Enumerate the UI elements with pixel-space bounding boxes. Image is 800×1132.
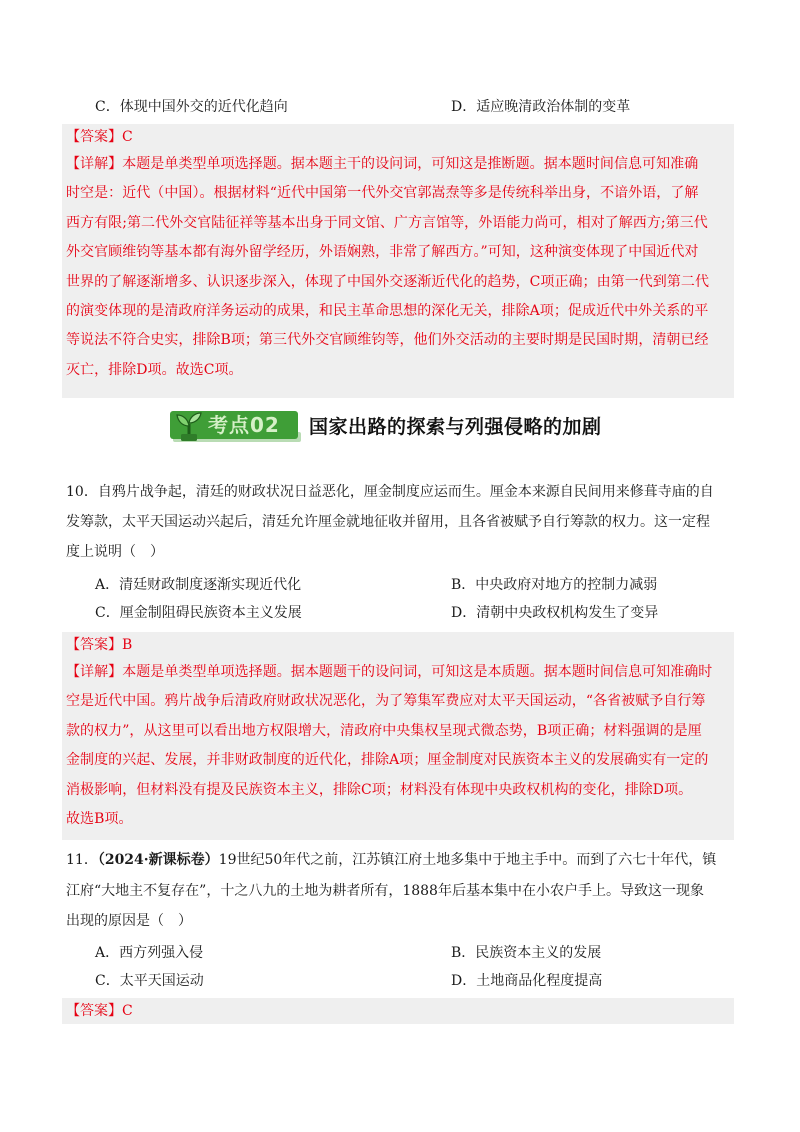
q11-options-row <box>95 968 755 994</box>
q11-option-b: B．民族资本主义的发展 <box>451 945 602 961</box>
q11-stem-line: 出现的原因是（ ） <box>66 913 192 929</box>
q10-detail-line: 消极影响，但材料没有提及民族资本主义，排除C项；材料没有体现中央政权机构的变化，排除D项。 <box>66 781 693 798</box>
q11-number: 11． <box>66 852 98 868</box>
q10-option-d: D．清朝中央政权机构发生了变异 <box>451 605 659 621</box>
q11-options-row <box>95 940 755 966</box>
q10-answer-block <box>62 632 734 840</box>
q9-option-c: C．体现中国外交的近代化趋向 <box>95 99 288 115</box>
q10-option-b: B．中央政府对地方的控制力减弱 <box>451 577 658 593</box>
q9-detail-line: 外交官顾维钧等基本都有海外留学经历，外语娴熟，非常了解西方。”可知，这种演变体现了中国近代对 <box>66 244 699 261</box>
section-title: 国家出路的探索与列强侵略的加剧 <box>309 416 602 438</box>
q10-answer: 【答案】B <box>66 637 133 653</box>
q10-stem-line: 发筹款，太平天国运动兴起后，清廷允许厘金就地征收并留用，且各省被赋予自行筹款的权力。这一定程 <box>66 514 710 530</box>
q9-detail-line: 西方有限;第二代外交官陆征祥等基本出身于同文馆、广方言馆等，外语能力尚可，相对了解西方;第三代 <box>66 214 708 231</box>
q10-detail-line: 故选B项。 <box>66 810 133 827</box>
q10-stem-line: 10．自鸦片战争起，清廷的财政状况日益恶化，厘金制度应运而生。厘金本来源自民间用来修葺寺庙的自 <box>66 484 714 500</box>
q11-stem-first: 19世纪50年代之前，江苏镇江府土地多集中于地主手中。而到了六七十年代，镇 <box>218 852 717 868</box>
q10-detail-line: 款的权力”，从这里可以看出地方权限增大，清政府中央集权呈现式微态势，B项正确；材料强调的是厘 <box>66 722 702 739</box>
q9-detail-line: 世界的了解逐渐增多、认识逐步深入，体现了中国外交逐渐近代化的趋势，C项正确；由第一代到第二代 <box>66 273 710 290</box>
q10-option-c: C．厘金制阻碍民族资本主义发展 <box>95 605 302 621</box>
plant-icon <box>174 410 204 442</box>
q9-detail-line: 的演变体现的是清政府洋务运动的成果，和民主革命思想的深化无关，排除A项；促成近代中外关系的平 <box>66 302 709 319</box>
q11-option-c: C．太平天国运动 <box>95 973 204 989</box>
q9-option-d: D．适应晚清政治体制的变革 <box>451 99 631 115</box>
q10-detail-line: 空是近代中国。鸦片战争后清政府财政状况恶化，为了筹集军费应对太平天国运动，“各省被赋予自行筹 <box>66 693 706 710</box>
q11-answer: 【答案】C <box>62 998 734 1024</box>
q9-detail-line: 等说法不符合史实，排除B项；第三代外交官顾维钧等，他们外交活动的主要时期是民国时期，清朝已经 <box>66 332 709 349</box>
q10-option-a: A．清廷财政制度逐渐实现近代化 <box>95 577 302 593</box>
q11-source: （2024·新课标卷） <box>97 852 219 868</box>
q9-answer-block <box>62 124 734 398</box>
q10-options-row <box>95 600 755 626</box>
q9-answer: 【答案】C <box>66 129 133 145</box>
q10-detail-line: 金制度的兴起、发展，并非财政制度的近代化，排除A项；厘金制度对民族资本主义的发展确实有一定的 <box>66 752 709 769</box>
q10-options-row <box>95 572 755 598</box>
q10-detail-line: 【详解】本题是单类型单项选择题。据本题题干的设问词，可知这是本质题。据本题时间信息可知准确时 <box>66 664 713 680</box>
q11-stem-line: 江府“大地主不复存在”，十之八九的土地为耕者所有，1888年后基本集中在小农户手上。导致这一现象 <box>66 883 704 899</box>
q11-option-d: D．土地商品化程度提高 <box>451 973 603 989</box>
q11-option-a: A．西方列强入侵 <box>95 945 204 961</box>
q10-stem-line: 度上说明（ ） <box>66 544 164 560</box>
section-header <box>170 408 670 448</box>
q9-detail-line: 【详解】本题是单类型单项选择题。据本题主干的设问词，可知这是推断题。据本题时间信息可知准确 <box>66 156 699 172</box>
q9-detail-line: 灭亡，排除D项。故选C项。 <box>66 361 243 378</box>
q9-detail-line: 时空是：近代（中国）。根据材料“近代中国第一代外交官郭嵩焘等多是传统科举出身，不谙外语，了解 <box>66 185 699 202</box>
section-badge-label: 考点02 <box>208 413 280 437</box>
q11-stem-line <box>66 845 736 875</box>
q9-options-row <box>95 94 755 120</box>
